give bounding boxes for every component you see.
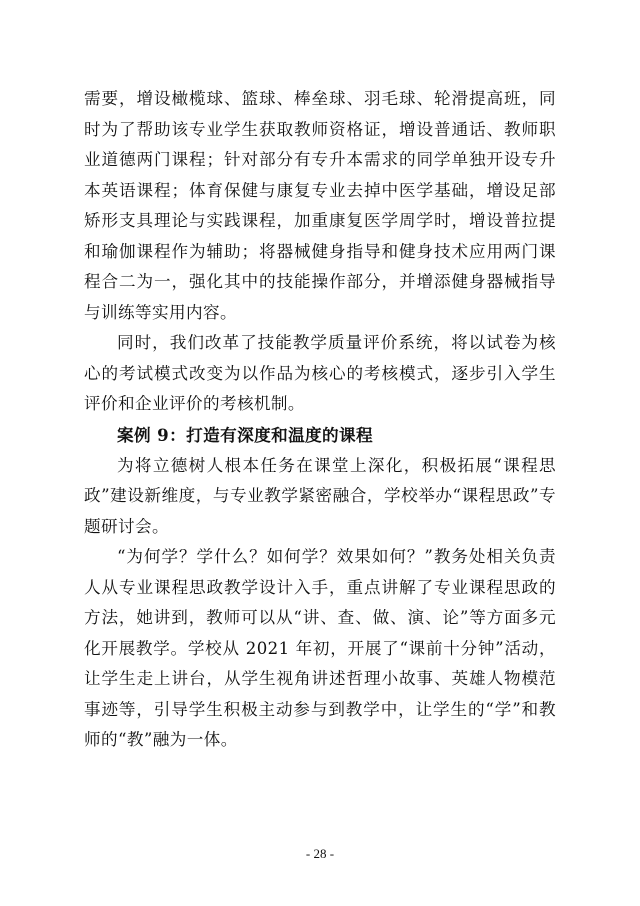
paragraph-continued: 需要，增设橄榄球、篮球、棒垒球、羽毛球、轮滑提高班，同时为了帮助该专业学生获取教师资格证，增设普通话、教师职业道德两门课程；针对部分有专升本需求的同学单独开设专升本英语课程；体育保健与康复专业去掉中医学基础，增设足部矫形支具理论与实践课程，加重康复医学周学时，增设普拉提和瑜伽课程作为辅助；将器械健身指导和健身技术应用两门课程合二为一，强化其中的技能操作部分，并增添健身器械指导与训练等实用内容。 (84, 89, 556, 322)
paragraph-evaluation-reform: 同时，我们改革了技能教学质量评价系统，将以试卷为核心的考试模式改变为以作品为核心的考核模式，逐步引入学生评价和企业评价的考核机制。 (84, 333, 556, 413)
paragraph-case-detail: “为何学？学什么？如何学？效果如何？”教务处相关负责人从专业课程思政教学设计入手，重点讲解了专业课程思政的方法，她讲到，教师可以从“讲、查、做、演、论”等方面多元化开展教学。学校从 2021 年初，开展了“课前十分钟”活动，让学生走上讲台，从学生视角讲述哲理小故事、英雄人物模范事迹等，引导学生积极主动参与到教学中，让学生的“学”和教师的“教”融为一体。 (84, 547, 556, 749)
page-number: - 28 - (305, 846, 335, 861)
case-heading: 案例 9：打造有深度和温度的课程 (117, 424, 374, 445)
document-body (84, 84, 556, 756)
paragraph-case-intro: 为将立德树人根本任务在课堂上深化，积极拓展“课程思政”建设新维度，与专业教学紧密融合，学校举办“课程思政”专题研讨会。 (84, 455, 556, 536)
